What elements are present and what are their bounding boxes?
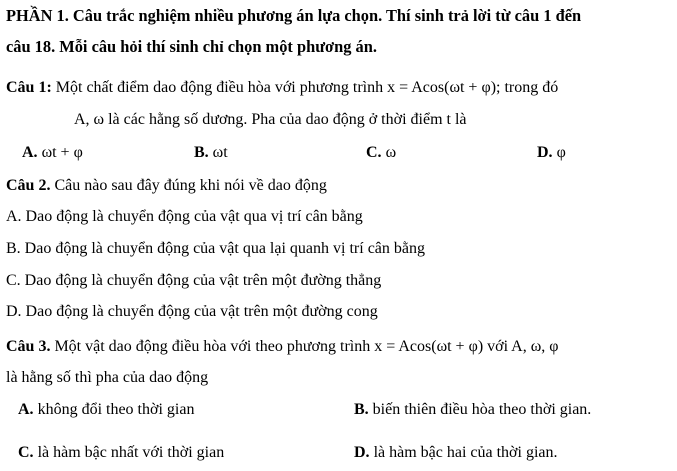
option-text: biến thiên điều hòa theo thời gian.	[368, 401, 592, 418]
question-3-label: Câu 3.	[6, 338, 51, 355]
question-1-text-1: Một chất điểm dao động điều hòa với phương trình x = Acos(ωt + φ); trong đó	[51, 79, 559, 96]
question-2-text: Câu nào sau đây đúng khi nói về dao động	[50, 177, 327, 194]
question-2-option-b: B. Dao động là chuyển động của vật qua lại quanh vị trí cân bằng	[6, 240, 425, 257]
question-1-line-1	[6, 78, 558, 98]
question-3-option-c	[18, 443, 224, 463]
question-3-option-b	[354, 400, 591, 420]
question-2-option-a: A. Dao động là chuyển động của vật qua vị trí cân bằng	[6, 208, 363, 225]
question-1-option-a	[22, 143, 83, 163]
option-label: D.	[354, 444, 370, 461]
question-1-label: Câu 1:	[6, 79, 52, 96]
option-label: A.	[22, 144, 38, 161]
question-2-option-c: C. Dao động là chuyển động của vật trên một đường thẳng	[6, 272, 382, 289]
question-3-option-d	[354, 443, 558, 463]
option-label: D.	[537, 144, 553, 161]
option-label: C.	[18, 444, 34, 461]
question-3-text-2: là hằng số thì pha của dao động	[6, 369, 209, 386]
question-1-option-d	[537, 143, 566, 163]
option-text: không đổi theo thời gian	[33, 401, 195, 418]
question-1-option-c	[366, 143, 396, 163]
option-label: A.	[18, 401, 34, 418]
question-2-line	[6, 176, 327, 196]
question-3-text-1: Một vật dao động điều hòa với theo phương trình x = Acos(ωt + φ) với A, ω, φ	[50, 338, 559, 355]
question-1-option-b	[194, 143, 228, 163]
question-3-option-a	[18, 400, 194, 420]
option-text: ω	[381, 144, 397, 161]
question-1-text-2: A, ω là các hằng số dương. Pha của dao động ở thời điểm t là	[74, 111, 467, 128]
option-label: C.	[366, 144, 382, 161]
option-text: φ	[552, 144, 566, 161]
option-label: B.	[354, 401, 369, 418]
option-text: là hàm bậc nhất với thời gian	[33, 444, 225, 461]
section-title-line-2: câu 18. Mỗi câu hỏi thí sinh chỉ chọn một phương án.	[6, 37, 377, 56]
section-title-line-1: PHẦN 1. Câu trắc nghiệm nhiều phương án lựa chọn. Thí sinh trả lời từ câu 1 đến	[6, 6, 582, 25]
question-3-line-1	[6, 337, 558, 357]
question-2-option-d: D. Dao động là chuyển động của vật trên một đường cong	[6, 303, 378, 320]
option-text: ωt	[208, 144, 228, 161]
option-text: là hàm bậc hai của thời gian.	[369, 444, 558, 461]
option-label: B.	[194, 144, 209, 161]
question-2-label: Câu 2.	[6, 177, 51, 194]
option-text: ωt + φ	[37, 144, 83, 161]
